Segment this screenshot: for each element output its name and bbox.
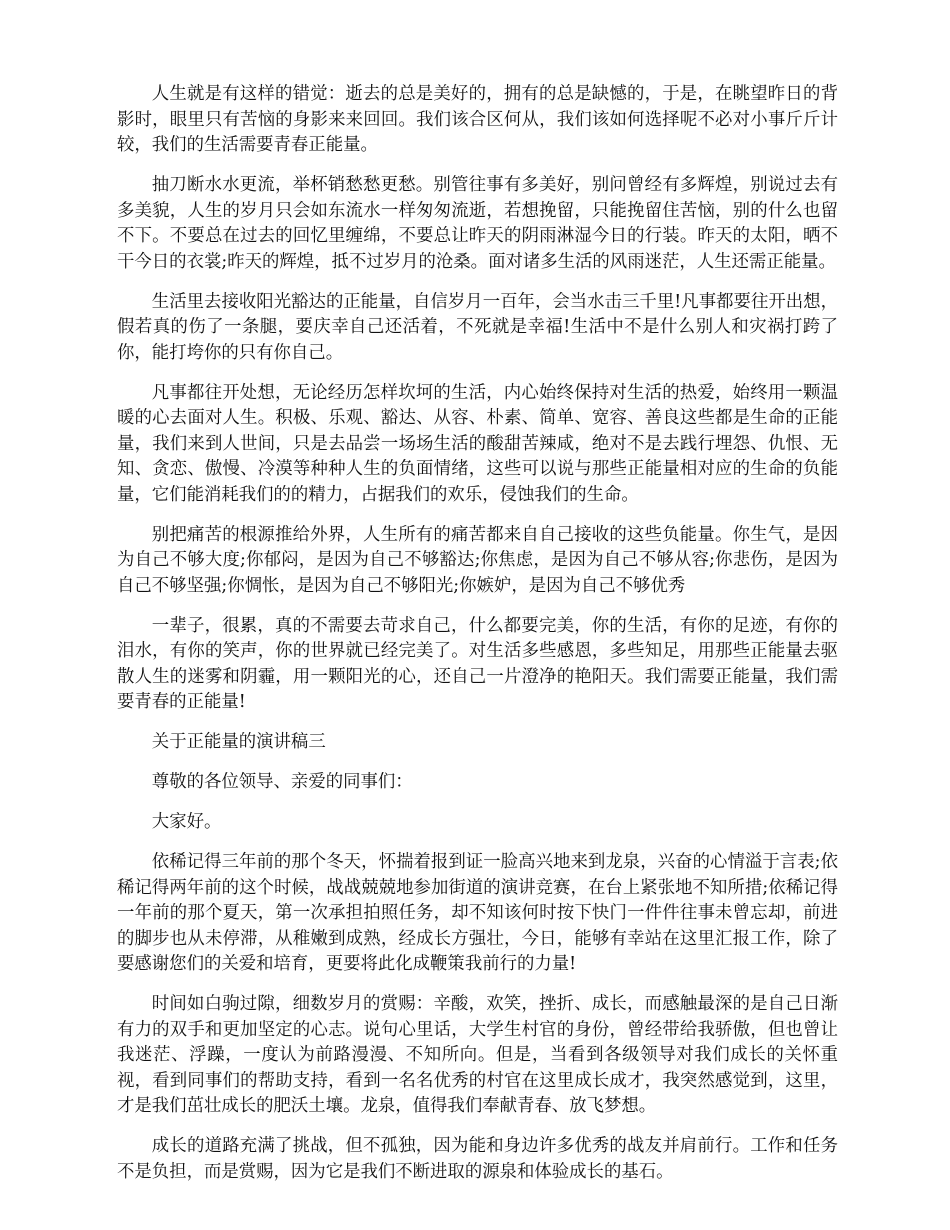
salutation: 尊敬的各位领导、亲爱的同事们： xyxy=(151,772,413,792)
paragraph-8: 时间如白驹过隙，细数岁月的赏赐：辛酸，欢笑，挫折、成长，而感触最深的是自己日渐有力的双手和更加坚定的心志。说句心里话，大学生村官的身份，曾经带给我骄傲，但也曾让我迷茫、浮躁，一度认为前路漫漫、不知所向。但是，当看到各级领导对我们成长的关怀重视，看到同事们的帮助支持，看到一名名优秀的村官在这里成长成才，我突然感觉到，这里，才是我们茁壮成长的肥沃土壤。龙泉，值得我们奉献青春、放飞梦想。 xyxy=(117,994,838,1116)
paragraph-9: 成长的道路充满了挑战，但不孤独，因为能和身边许多优秀的战友并肩前行。工作和任务不是负担，而是赏赐，因为它是我们不断进取的源泉和体验成长的基石。 xyxy=(117,1136,838,1182)
paragraph-1: 人生就是有这样的错觉：逝去的总是美好的，拥有的总是缺憾的，于是，在眺望昨日的背影时，眼里只有苦恼的身影来来回回。我们该合区何从，我们该如何选择呢不必对小事斤斤计较，我们的生活需要青春正能量。 xyxy=(117,84,838,155)
greeting: 大家好。 xyxy=(151,812,222,832)
paragraph-3: 生活里去接收阳光豁达的正能量，自信岁月一百年，会当水击三千里!凡事都要往开出想，假若真的伤了一条腿，要庆幸自己还活着，不死就是幸福!生活中不是什么别人和灾祸打跨了你，能打垮你的只有你自己。 xyxy=(117,291,838,363)
paragraph-6: 一辈子，很累，真的不需要去苛求自己，什么都要完美，你的生活，有你的足迹，有你的泪水，有你的笑声，你的世界就已经完美了。对生活多些感恩，多些知足，用那些正能量去驱散人生的迷雾和阴霾，用一颗阳光的心，还自己一片澄净的艳阳天。我们需要正能量，我们需要青春的正能量! xyxy=(117,615,838,712)
paragraph-5: 别把痛苦的根源推给外界，人生所有的痛苦都来自自己接收的这些负能量。你生气，是因为自己不够大度;你郁闷，是因为自己不够豁达;你焦虑，是因为自己不够从容;你悲伤，是因为自己不够坚强;你惆怅，是因为自己不够阳光;你嫉妒，是因为自己不够优秀 xyxy=(117,524,838,596)
paragraph-7: 依稀记得三年前的那个冬天，怀揣着报到证一脸高兴地来到龙泉，兴奋的心情溢于言表;依稀记得两年前的这个时候，战战兢兢地参加街道的演讲竞赛，在台上紧张地不知所措;依稀记得一年前的那个夏天，第一次承担拍照任务，却不知该何时按下快门一件件往事未曾忘却，前进的脚步也从未停滞，从稚嫩到成熟，经成长方强壮，今日，能够有幸站在这里汇报工作，除了要感谢您们的关爱和培育，更要将此化成鞭策我前行的力量! xyxy=(117,852,838,974)
document-page xyxy=(117,82,838,1200)
paragraph-4: 凡事都往开处想，无论经历怎样坎坷的生活，内心始终保持对生活的热爱，始终用一颗温暖的心去面对人生。积极、乐观、豁达、从容、朴素、简单、宽容、善良这些都是生命的正能量，我们来到人世间，只是去品尝一场场生活的酸甜苦辣咸，绝对不是去践行埋怨、仇恨、无知、贪恋、傲慢、冷漠等种种人生的负面情绪，这些可以说与那些正能量相对应的生命的负能量，它们能消耗我们的的精力，占据我们的欢乐，侵蚀我们的生命。 xyxy=(117,382,838,505)
section-heading: 关于正能量的演讲稿三 xyxy=(151,732,326,752)
paragraph-2: 抽刀断水水更流，举杯销愁愁更愁。别管往事有多美好，别问曾经有多辉煌，别说过去有多美貌，人生的岁月只会如东流水一样匆匆流逝，若想挽留，只能挽留住苦恼，别的什么也留不下。不要总在过去的回忆里缠绵，不要总让昨天的阴雨淋湿今日的行装。昨天的太阳，晒不干今日的衣裳;昨天的辉煌，抵不过岁月的沧桑。面对诸多生活的风雨迷茫，人生还需正能量。 xyxy=(117,175,838,272)
